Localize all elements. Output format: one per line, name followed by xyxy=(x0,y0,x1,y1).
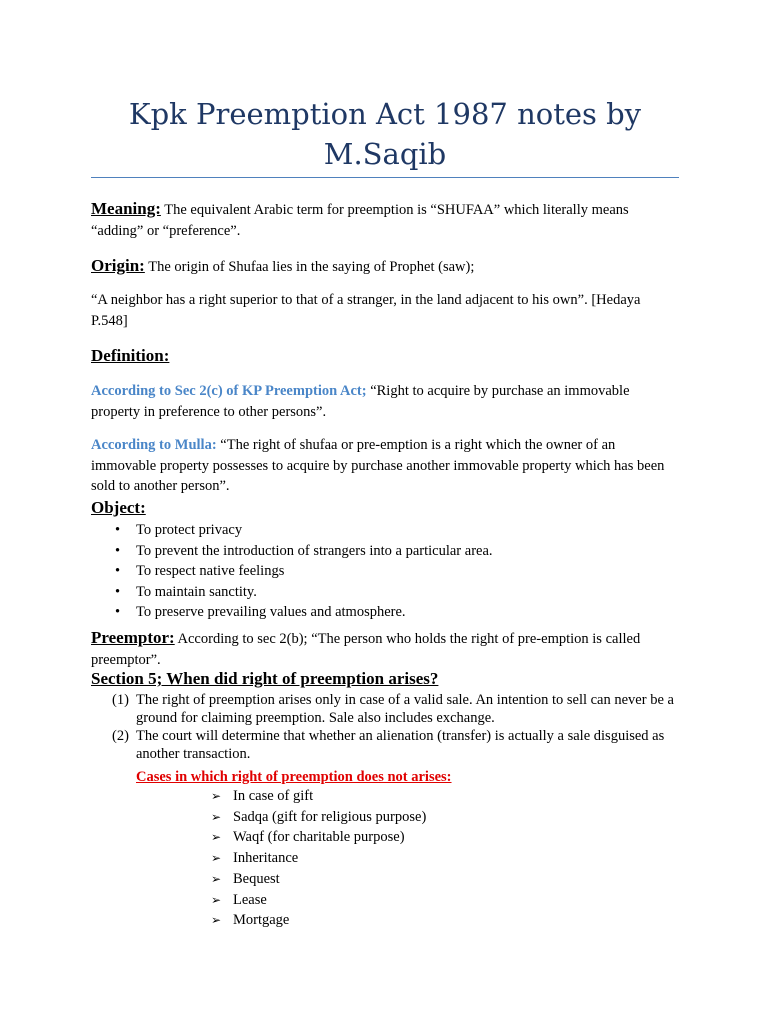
meaning-heading: Meaning: xyxy=(91,199,161,218)
list-item: • To maintain sanctity. xyxy=(91,582,679,603)
preemptor-text: According to sec 2(b); “The person who holds the right of pre-emption is called preemptor”. xyxy=(91,631,641,668)
meaning-paragraph xyxy=(91,199,679,241)
list-item: (1) The right of preemption arises only in case of a valid sale. An intention to sell can never be a ground for claiming preemption. Sale also includes exchange. xyxy=(112,692,674,726)
arrow-bullet-icon: ➢ xyxy=(211,830,222,845)
bullet-icon: • xyxy=(115,583,121,600)
bullet-icon: • xyxy=(115,604,121,620)
bullet-icon: • xyxy=(115,563,121,579)
origin-paragraph xyxy=(91,256,679,278)
list-item: ➢ Mortgage xyxy=(91,910,679,931)
object-heading-line xyxy=(91,498,679,520)
list-item: • To protect privacy xyxy=(91,520,679,541)
title-underline-rule xyxy=(91,177,679,178)
cases-list xyxy=(91,786,679,931)
bullet-icon: • xyxy=(115,542,121,559)
document-title: Kpk Preemption Act 1987 notes by M.Saqib xyxy=(128,97,642,171)
arrow-bullet-icon: ➢ xyxy=(211,789,222,803)
origin-heading: Origin: xyxy=(91,256,145,275)
section5-list xyxy=(91,692,679,764)
item-number: (1) xyxy=(112,692,129,708)
meaning-text: The equivalent Arabic term for preemption is “SHUFAA” which literally means “adding” or “preference”. xyxy=(91,202,629,239)
origin-text: The origin of Shufaa lies in the saying of Prophet (saw); xyxy=(144,259,475,275)
cases-heading-line xyxy=(91,767,679,788)
definition-act-paragraph xyxy=(91,381,679,422)
definition-act-text: “Right to acquire by purchase an immovable property in preference to other persons”. xyxy=(91,383,630,420)
definition-mulla-label: According to Mulla: xyxy=(91,437,217,453)
object-heading: Object: xyxy=(91,498,146,517)
list-item: • To preserve prevailing values and atmosphere. xyxy=(91,602,679,623)
definition-mulla-paragraph xyxy=(91,435,679,497)
list-item: (2) The court will determine that whether an alienation (transfer) is actually a sale disguised as another transaction. xyxy=(112,728,665,762)
preemptor-heading: Preemptor: xyxy=(91,628,175,647)
object-list xyxy=(91,520,679,623)
list-item: ➢ In case of gift xyxy=(91,786,679,807)
list-item: ➢ Lease xyxy=(91,890,679,911)
cases-heading: Cases in which right of preemption does not arises: xyxy=(136,769,452,785)
arrow-bullet-icon: ➢ xyxy=(211,892,222,907)
list-item: ➢ Waqf (for charitable purpose) xyxy=(91,827,679,848)
list-item: ➢ Sadqa (gift for religious purpose) xyxy=(91,807,679,828)
list-item: • To respect native feelings xyxy=(91,561,679,582)
arrow-bullet-icon: ➢ xyxy=(211,809,222,824)
section5-heading: Section 5; When did right of preemption arises? xyxy=(91,669,439,688)
definition-heading-line xyxy=(91,346,679,368)
arrow-bullet-icon: ➢ xyxy=(211,851,222,866)
section5-heading-line xyxy=(91,669,679,691)
list-item: ➢ Inheritance xyxy=(91,848,679,869)
origin-quote: “A neighbor has a right superior to that of a stranger, in the land adjacent to his own”. [Hedaya P.548] xyxy=(91,292,641,329)
item-number: (2) xyxy=(112,728,129,744)
definition-act-label: According to Sec 2(c) of KP Preemption Act; xyxy=(91,383,367,399)
definition-mulla-text: “The right of shufaa or pre-emption is a right which the owner of an immovable property possesses to acquire by purchase another immovable property which has been sold to another person”. xyxy=(91,437,665,494)
definition-heading: Definition: xyxy=(91,346,170,365)
preemptor-paragraph xyxy=(91,628,679,670)
arrow-bullet-icon: ➢ xyxy=(211,871,222,886)
list-item: ➢ Bequest xyxy=(91,869,679,890)
arrow-bullet-icon: ➢ xyxy=(211,913,222,928)
list-item: • To prevent the introduction of strangers into a particular area. xyxy=(91,541,679,562)
bullet-icon: • xyxy=(115,522,121,538)
